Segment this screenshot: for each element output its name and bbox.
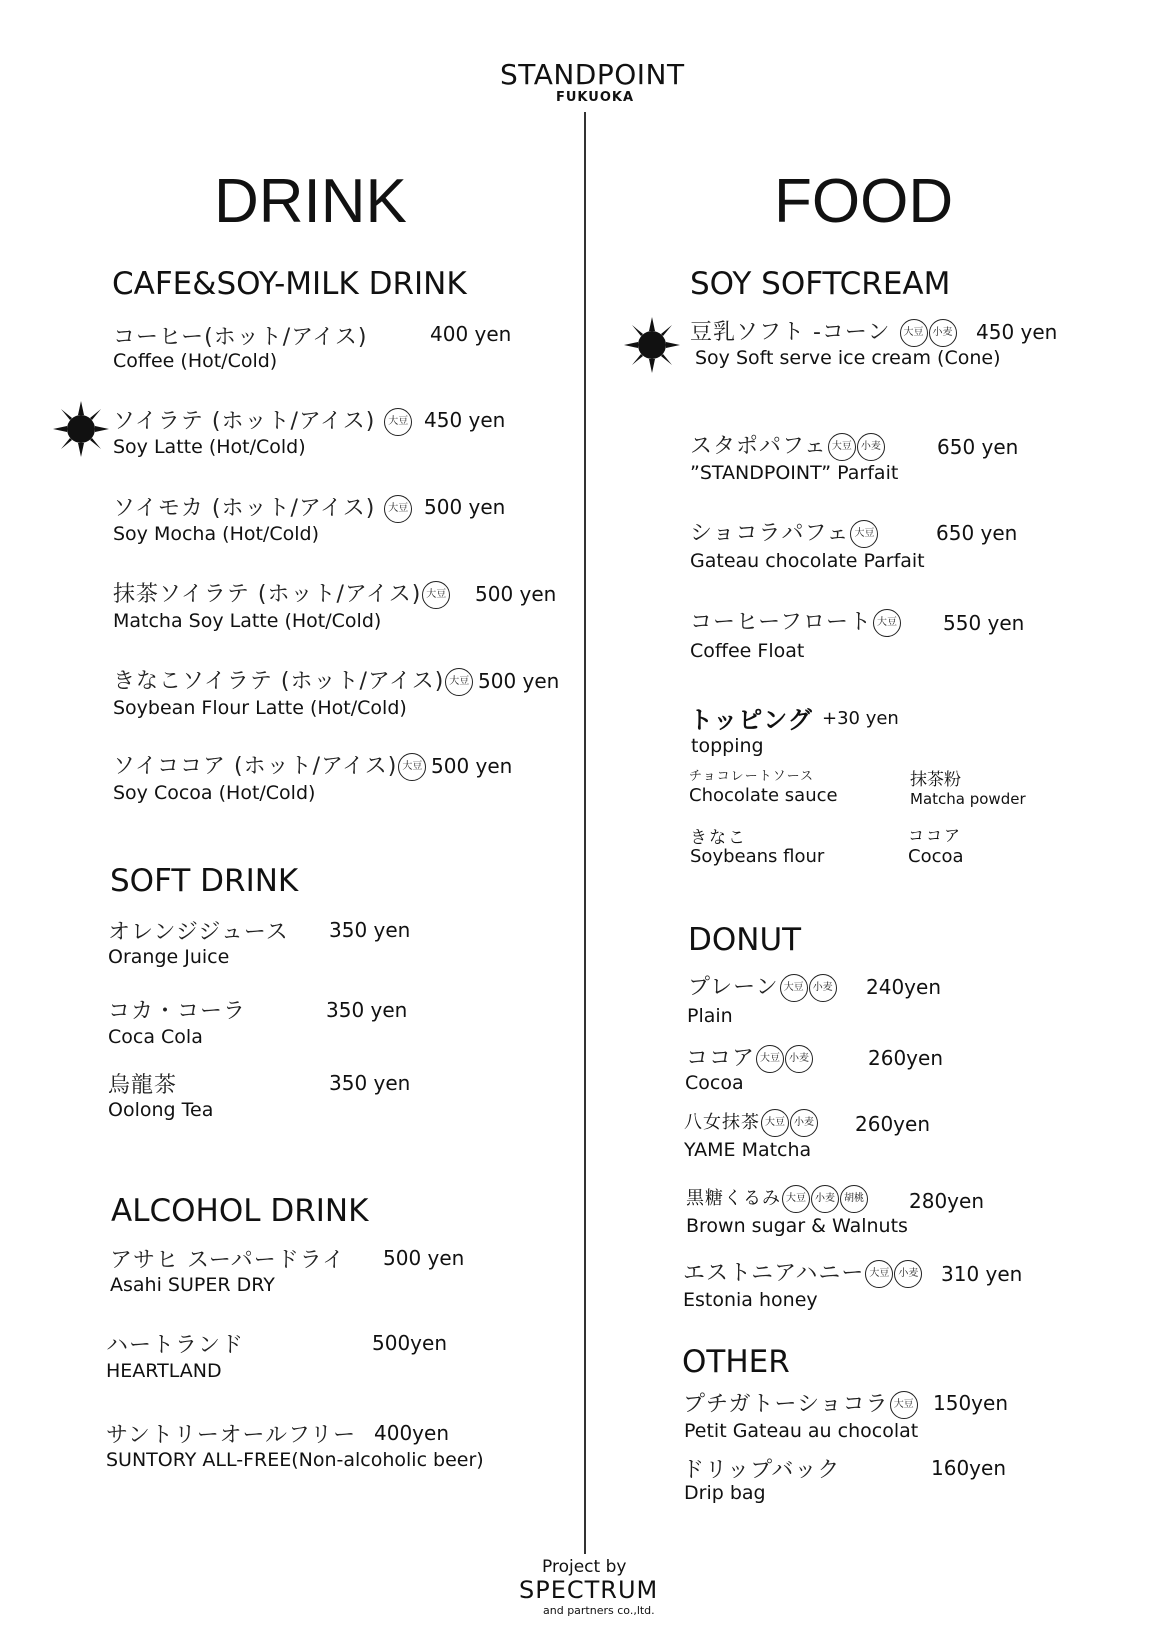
menu-item-ja: ココア 大豆 小麦: [686, 1041, 813, 1073]
footer-company-logo: SPECTRUM: [519, 1576, 659, 1604]
allergen-wheat-badge: 小麦: [811, 1185, 839, 1213]
footer-suffix: and partners co.,ltd.: [543, 1604, 655, 1617]
menu-item-ja: オレンジジュース: [108, 920, 289, 945]
allergen-walnut-badge: 胡桃: [840, 1185, 868, 1213]
section-title-donut: DONUT: [688, 922, 802, 958]
topping-price: +30 yen: [822, 708, 899, 729]
menu-item-en: Oolong Tea: [108, 1099, 214, 1121]
menu-item-ja: ソイラテ (ホット/アイス) 大豆: [113, 404, 412, 436]
menu-item-en: YAME Matcha: [684, 1139, 812, 1161]
menu-item-ja: コーヒー(ホット/アイス): [113, 325, 368, 350]
menu-item-ja: スタポパフェ 大豆 小麦: [690, 429, 885, 461]
menu-item-en: Soy Cocoa (Hot/Cold): [113, 782, 316, 804]
allergen-wheat-badge: 小麦: [790, 1109, 818, 1137]
menu-item-price: 450 yen: [424, 408, 506, 432]
allergen-wheat-badge: 小麦: [809, 974, 837, 1002]
allergen-soy-badge: 大豆: [445, 668, 473, 696]
menu-item-ja: 烏龍茶: [108, 1073, 178, 1098]
topping-item-ja: ココア: [908, 826, 963, 845]
allergen-soy-badge: 大豆: [761, 1109, 789, 1137]
allergen-soy-badge: 大豆: [850, 520, 878, 548]
menu-item-en: Gateau chocolate Parfait: [690, 550, 925, 572]
menu-item-ja: ショコラパフェ 大豆: [690, 516, 878, 548]
column-divider: [584, 112, 586, 1554]
menu-item-ja: エストニアハニー 大豆 小麦: [683, 1256, 922, 1288]
food-title: FOOD: [774, 167, 954, 236]
allergen-soy-badge: 大豆: [384, 408, 412, 436]
menu-item-price: 350 yen: [329, 1071, 411, 1095]
section-title-cafe: CAFE&SOY-MILK DRINK: [112, 266, 467, 302]
menu-item-en: Petit Gateau au chocolat: [684, 1420, 919, 1442]
menu-item-ja: 抹茶ソイラテ (ホット/アイス) 大豆: [113, 577, 450, 609]
recommended-sun-icon: [53, 401, 109, 457]
allergen-soy-badge: 大豆: [782, 1185, 810, 1213]
menu-item-price: 650 yen: [937, 435, 1019, 459]
menu-item-price: 550 yen: [943, 611, 1025, 635]
topping-item-ja: チョコレートソース: [689, 769, 814, 784]
menu-item-price: 160yen: [931, 1456, 1006, 1480]
menu-item-en: Orange Juice: [108, 946, 230, 968]
menu-item-price: 500 yen: [424, 495, 506, 519]
section-title-soft: SOFT DRINK: [110, 863, 299, 899]
menu-item-price: 240yen: [866, 975, 941, 999]
topping-item-ja: きなこ: [690, 828, 747, 848]
allergen-soy-badge: 大豆: [828, 433, 856, 461]
allergen-wheat-badge: 小麦: [785, 1045, 813, 1073]
menu-item-ja: プレーン 大豆 小麦: [688, 970, 837, 1002]
menu-item-price: 500 yen: [475, 582, 557, 606]
menu-item-en: ”STANDPOINT” Parfait: [690, 462, 899, 484]
menu-item-price: 450 yen: [976, 320, 1058, 344]
menu-item-en: Plain: [687, 1005, 733, 1027]
menu-item-en: Coffee Float: [690, 640, 805, 662]
menu-item-price: 350 yen: [329, 918, 411, 942]
topping-item-en: Matcha powder: [910, 790, 1026, 808]
menu-item-price: 350 yen: [326, 998, 408, 1022]
menu-item-en: Soy Latte (Hot/Cold): [113, 436, 306, 458]
menu-item-price: 500 yen: [478, 669, 560, 693]
menu-item-ja: 黒糖くるみ 大豆 小麦 胡桃: [686, 1184, 868, 1213]
menu-item-en: Coca Cola: [108, 1026, 203, 1048]
brand-logo: STANDPOINT: [500, 58, 685, 91]
menu-item-ja: アサヒ スーパードライ: [110, 1248, 346, 1273]
menu-item-price: 150yen: [933, 1391, 1008, 1415]
menu-item-en: SUNTORY ALL-FREE(Non-alcoholic beer): [106, 1449, 484, 1471]
topping-title: トッピング: [689, 706, 813, 734]
drink-title: DRINK: [214, 167, 407, 236]
menu-item-en: Brown sugar & Walnuts: [686, 1215, 908, 1237]
allergen-soy-badge: 大豆: [422, 581, 450, 609]
allergen-soy-badge: 大豆: [865, 1260, 893, 1288]
topping-item-en: Chocolate sauce: [689, 785, 838, 806]
menu-item-en: Drip bag: [684, 1482, 766, 1504]
topping-item-ja: 抹茶粉: [910, 770, 961, 790]
menu-item-ja: きなこソイラテ (ホット/アイス) 大豆: [113, 664, 473, 696]
allergen-wheat-badge: 小麦: [929, 319, 957, 347]
menu-item-ja: 豆乳ソフト -コーン 大豆 小麦: [690, 315, 957, 347]
section-title-softcream: SOY SOFTCREAM: [690, 266, 951, 302]
menu-item-en: Coffee (Hot/Cold): [113, 350, 278, 372]
menu-item-ja: コカ・コーラ: [108, 999, 247, 1024]
menu-item-ja: ハートランド: [106, 1333, 245, 1358]
menu-item-en: Soybean Flour Latte (Hot/Cold): [113, 697, 407, 719]
menu-item-ja: ソイココア (ホット/アイス) 大豆: [113, 749, 426, 781]
allergen-soy-badge: 大豆: [384, 495, 412, 523]
section-title-alcohol: ALCOHOL DRINK: [111, 1193, 369, 1229]
topping-item-en: Cocoa: [908, 846, 964, 867]
allergen-soy-badge: 大豆: [900, 319, 928, 347]
menu-item-price: 400 yen: [430, 322, 512, 346]
menu-item-price: 500 yen: [383, 1246, 465, 1270]
menu-item-price: 260yen: [868, 1046, 943, 1070]
menu-item-en: Matcha Soy Latte (Hot/Cold): [113, 610, 382, 632]
menu-item-en: Estonia honey: [683, 1289, 818, 1311]
menu-item-en: Asahi SUPER DRY: [110, 1274, 275, 1296]
allergen-wheat-badge: 小麦: [894, 1260, 922, 1288]
menu-item-price: 500yen: [372, 1331, 447, 1355]
menu-item-ja: コーヒーフロート 大豆: [690, 605, 901, 637]
menu-item-price: 400yen: [374, 1421, 449, 1445]
menu-item-en: HEARTLAND: [106, 1360, 222, 1382]
allergen-wheat-badge: 小麦: [857, 433, 885, 461]
allergen-soy-badge: 大豆: [398, 753, 426, 781]
menu-item-price: 500 yen: [431, 754, 513, 778]
menu-item-price: 650 yen: [936, 521, 1018, 545]
menu-item-ja: サントリーオールフリー: [106, 1423, 357, 1448]
menu-item-ja: プチガトーショコラ 大豆: [683, 1387, 918, 1419]
section-title-other: OTHER: [682, 1344, 790, 1380]
allergen-soy-badge: 大豆: [873, 609, 901, 637]
menu-item-price: 310 yen: [941, 1262, 1023, 1286]
menu-item-ja: 八女抹茶 大豆 小麦: [684, 1108, 818, 1137]
footer-prefix: Project by: [542, 1557, 627, 1577]
menu-item-en: Soy Soft serve ice cream (Cone): [695, 347, 1001, 369]
menu-item-en: Cocoa: [685, 1072, 744, 1094]
topping-item-en: Soybeans flour: [690, 846, 825, 867]
menu-item-en: Soy Mocha (Hot/Cold): [113, 523, 319, 545]
allergen-soy-badge: 大豆: [890, 1391, 918, 1419]
menu-item-price: 260yen: [855, 1112, 930, 1136]
allergen-soy-badge: 大豆: [756, 1045, 784, 1073]
menu-item-ja: ソイモカ (ホット/アイス) 大豆: [113, 491, 412, 523]
allergen-soy-badge: 大豆: [780, 974, 808, 1002]
menu-item-price: 280yen: [909, 1189, 984, 1213]
brand-city: FUKUOKA: [556, 90, 635, 105]
menu-item-ja: ドリップバック: [682, 1458, 841, 1483]
topping-en: topping: [691, 735, 764, 757]
recommended-sun-icon: [624, 317, 680, 373]
